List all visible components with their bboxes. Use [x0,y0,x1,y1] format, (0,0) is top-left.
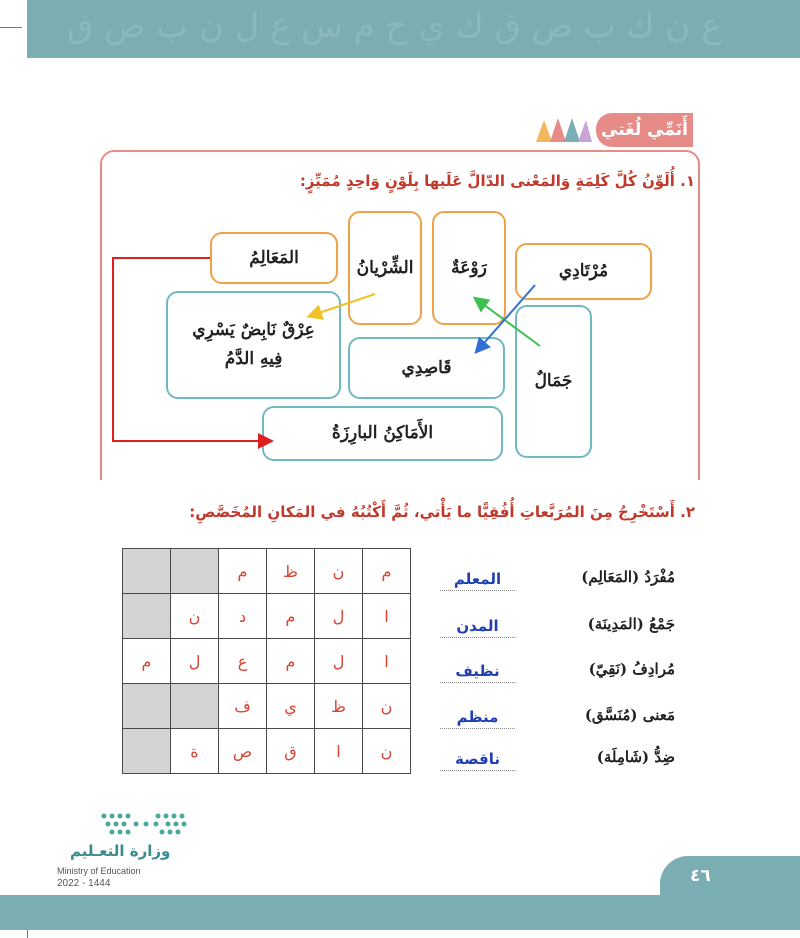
page-number: ٤٦ [690,866,711,886]
grid-row [123,549,411,594]
word-maalim: المَعَالِمُ [249,247,299,268]
exercise-item [440,748,675,776]
grid-cell: م [363,549,411,594]
word-amakin: الأَمَاكِنُ البارِزَةُ [331,423,434,444]
exercise-term: ضِدُّ (شَامِلَة) [596,748,675,766]
grid-cell: ظ [315,684,363,729]
exercise-item [440,706,675,734]
exercise-term: مُفْرَدُ (المَعَالِم) [581,568,675,586]
edition-year: 2022 - 1444 [57,878,111,889]
letter-grid [122,548,411,774]
word-rawaa: رَوْعَةٌ [451,257,487,278]
exercise-term: مُرادِفُ (نَقِيّ) [588,660,675,678]
exercise-term: مَعنى (مُنَسَّق) [584,706,675,724]
grid-cell: ل [171,639,219,684]
question-2-text: ٢. أَسْتَخْرِجُ مِنَ المُرَبَّعاتِ أُفُقِيًّا ما يَأْتي، ثُمَّ أَكْتُبُهُ في المَكانِ المُخَصَّصِ: [189,503,695,521]
banner-pattern: ﻉ ﻥ ﻙ ﺏ ﺹ ﻕ ﻙ ﻱ ﺡ ﻡ ﺱ ﻉ ﻝ ﻥ ﺏ ﺹ ﻕ [67,6,722,46]
grid-cell: م [267,639,315,684]
grid-cell-shaded [171,684,219,729]
exercise-item [440,660,675,688]
grid-cell: ل [315,639,363,684]
grid-cell: ة [171,729,219,774]
grid-cell: م [267,594,315,639]
exercise-term: جَمْعُ (المَدِينَة) [587,615,675,633]
word-box-mortadi[interactable] [515,243,652,300]
grid-cell: م [123,639,171,684]
bottom-band [0,895,800,930]
grid-cell: ق [267,729,315,774]
ministry-logo-icon [98,810,193,838]
meaning-irq-line2: فِيهِ الدَّمُ [224,349,283,369]
exercise-item [440,568,675,596]
section-title: أَنَمِّي لُغَتي [601,120,688,140]
grid-cell: ل [315,594,363,639]
grid-row [123,684,411,729]
grid-cell: د [219,594,267,639]
ministry-name-arabic: وزارة التعـليم [70,842,171,860]
grid-cell: ا [363,639,411,684]
meaning-box-amakin[interactable] [262,406,503,461]
meaning-irq-line1: عِرْقٌ نَابِضٌ يَسْرِي [192,320,315,341]
grid-row [123,594,411,639]
meaning-box-jamal[interactable] [515,305,592,458]
grid-cell-shaded [123,549,171,594]
crop-mark [0,27,22,28]
grid-cell-shaded [123,684,171,729]
grid-cell: ن [363,684,411,729]
word-shiryan: الشِّرْيانُ [356,257,414,278]
grid-cell: ص [219,729,267,774]
word-box-maalim[interactable] [210,232,338,284]
answer-field[interactable]: المدن [440,615,515,638]
section-tab [596,113,693,147]
answer-field[interactable]: المعلم [440,568,515,591]
grid-cell: ن [363,729,411,774]
grid-cell-shaded [123,729,171,774]
word-box-shiryan[interactable] [348,211,422,325]
page-number-tab [660,856,800,895]
word-jamal: جَمَالٌ [534,371,573,392]
grid-cell: م [219,549,267,594]
meaning-box-qasidi[interactable] [348,337,505,399]
ministry-name-english: Ministry of Education [57,866,141,876]
grid-cell: ا [363,594,411,639]
grid-cell: ف [219,684,267,729]
exercise-item [440,615,675,643]
grid-cell: ي [267,684,315,729]
answer-field[interactable]: نظيف [440,660,515,683]
question-1-text: ١. أُلَوِّنُ كُلَّ كَلِمَةٍ وَالمَعْنى الدّالَّ عَلَيها بِلَوْنٍ وَاحِدٍ مُمَيِّزٍ: [299,172,695,190]
grid-cell: ن [171,594,219,639]
grid-cell-shaded [171,549,219,594]
chevron-arrows-icon [532,112,594,148]
grid-cell: ا [315,729,363,774]
word-qasidi: قَاصِدِي [401,357,452,378]
answer-field[interactable]: ناقصة [440,748,515,771]
grid-cell-shaded [123,594,171,639]
grid-cell: ع [219,639,267,684]
answer-field[interactable]: منظم [440,706,515,729]
word-box-rawaa[interactable] [432,211,506,325]
top-banner [27,0,800,58]
word-mortadi: مُرْتَادِي [558,261,609,282]
grid-row [123,729,411,774]
meaning-box-irq[interactable] [166,291,341,399]
grid-cell: ظ [267,549,315,594]
grid-row [123,639,411,684]
grid-cell: ن [315,549,363,594]
